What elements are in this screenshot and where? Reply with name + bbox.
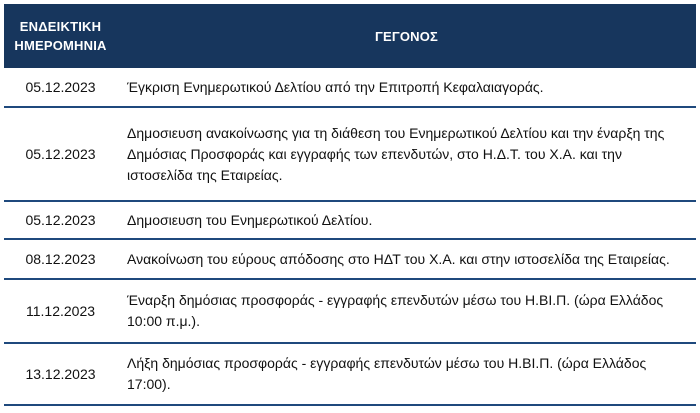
row-event: Λήξη δημόσιας προσφοράς - εγγραφής επενδυτών μέσω του Η.ΒΙ.Π. (ώρα Ελλάδος 17:00). <box>117 343 696 405</box>
table-row <box>4 279 696 343</box>
table-row <box>4 239 696 279</box>
row-event: Έναρξη δημόσιας προσφοράς - εγγραφής επενδυτών μέσω του Η.ΒΙ.Π. (ώρα Ελλάδος 10:00 π.μ.). <box>117 279 696 343</box>
row-date: 05.12.2023 <box>4 68 117 107</box>
table-row <box>4 201 696 239</box>
row-event: Ανακοίνωση του εύρους απόδοσης στο ΗΔΤ του Χ.Α. και στην ιστοσελίδα της Εταιρείας. <box>117 239 696 279</box>
schedule-table <box>4 4 696 406</box>
table-header <box>4 4 696 68</box>
row-date: 05.12.2023 <box>4 107 117 201</box>
row-date: 11.12.2023 <box>4 279 117 343</box>
table-row <box>4 68 696 107</box>
table-row <box>4 107 696 201</box>
header-date-line1: ΕΝΔΕΙΚΤΙΚΗ <box>19 19 102 34</box>
row-event: Δημοσιευση ανακοίνωσης για τη διάθεση του Ενημερωτικού Δελτίου και την έναρξη της Δημόσιας Προσφοράς και εγγραφής των επενδυτών, στο Η.Δ.Τ. του Χ.Α. και την ιστοσελίδα της Εταιρείας. <box>117 107 696 201</box>
row-date: 13.12.2023 <box>4 343 117 405</box>
row-date: 08.12.2023 <box>4 239 117 279</box>
row-event: Έγκριση Ενημερωτικού Δελτίου από την Επιτροπή Κεφαλαιαγοράς. <box>117 68 696 107</box>
header-row <box>4 4 696 68</box>
table-body <box>4 68 696 405</box>
row-event: Δημοσιευση του Ενημερωτικού Δελτίου. <box>117 201 696 239</box>
header-event: ΓΕΓΟΝΟΣ <box>117 4 696 68</box>
header-date <box>4 4 117 68</box>
table-row <box>4 343 696 405</box>
row-date: 05.12.2023 <box>4 201 117 239</box>
header-date-line2: ΗΜΕΡΟΜΗΝΙΑ <box>14 38 107 53</box>
